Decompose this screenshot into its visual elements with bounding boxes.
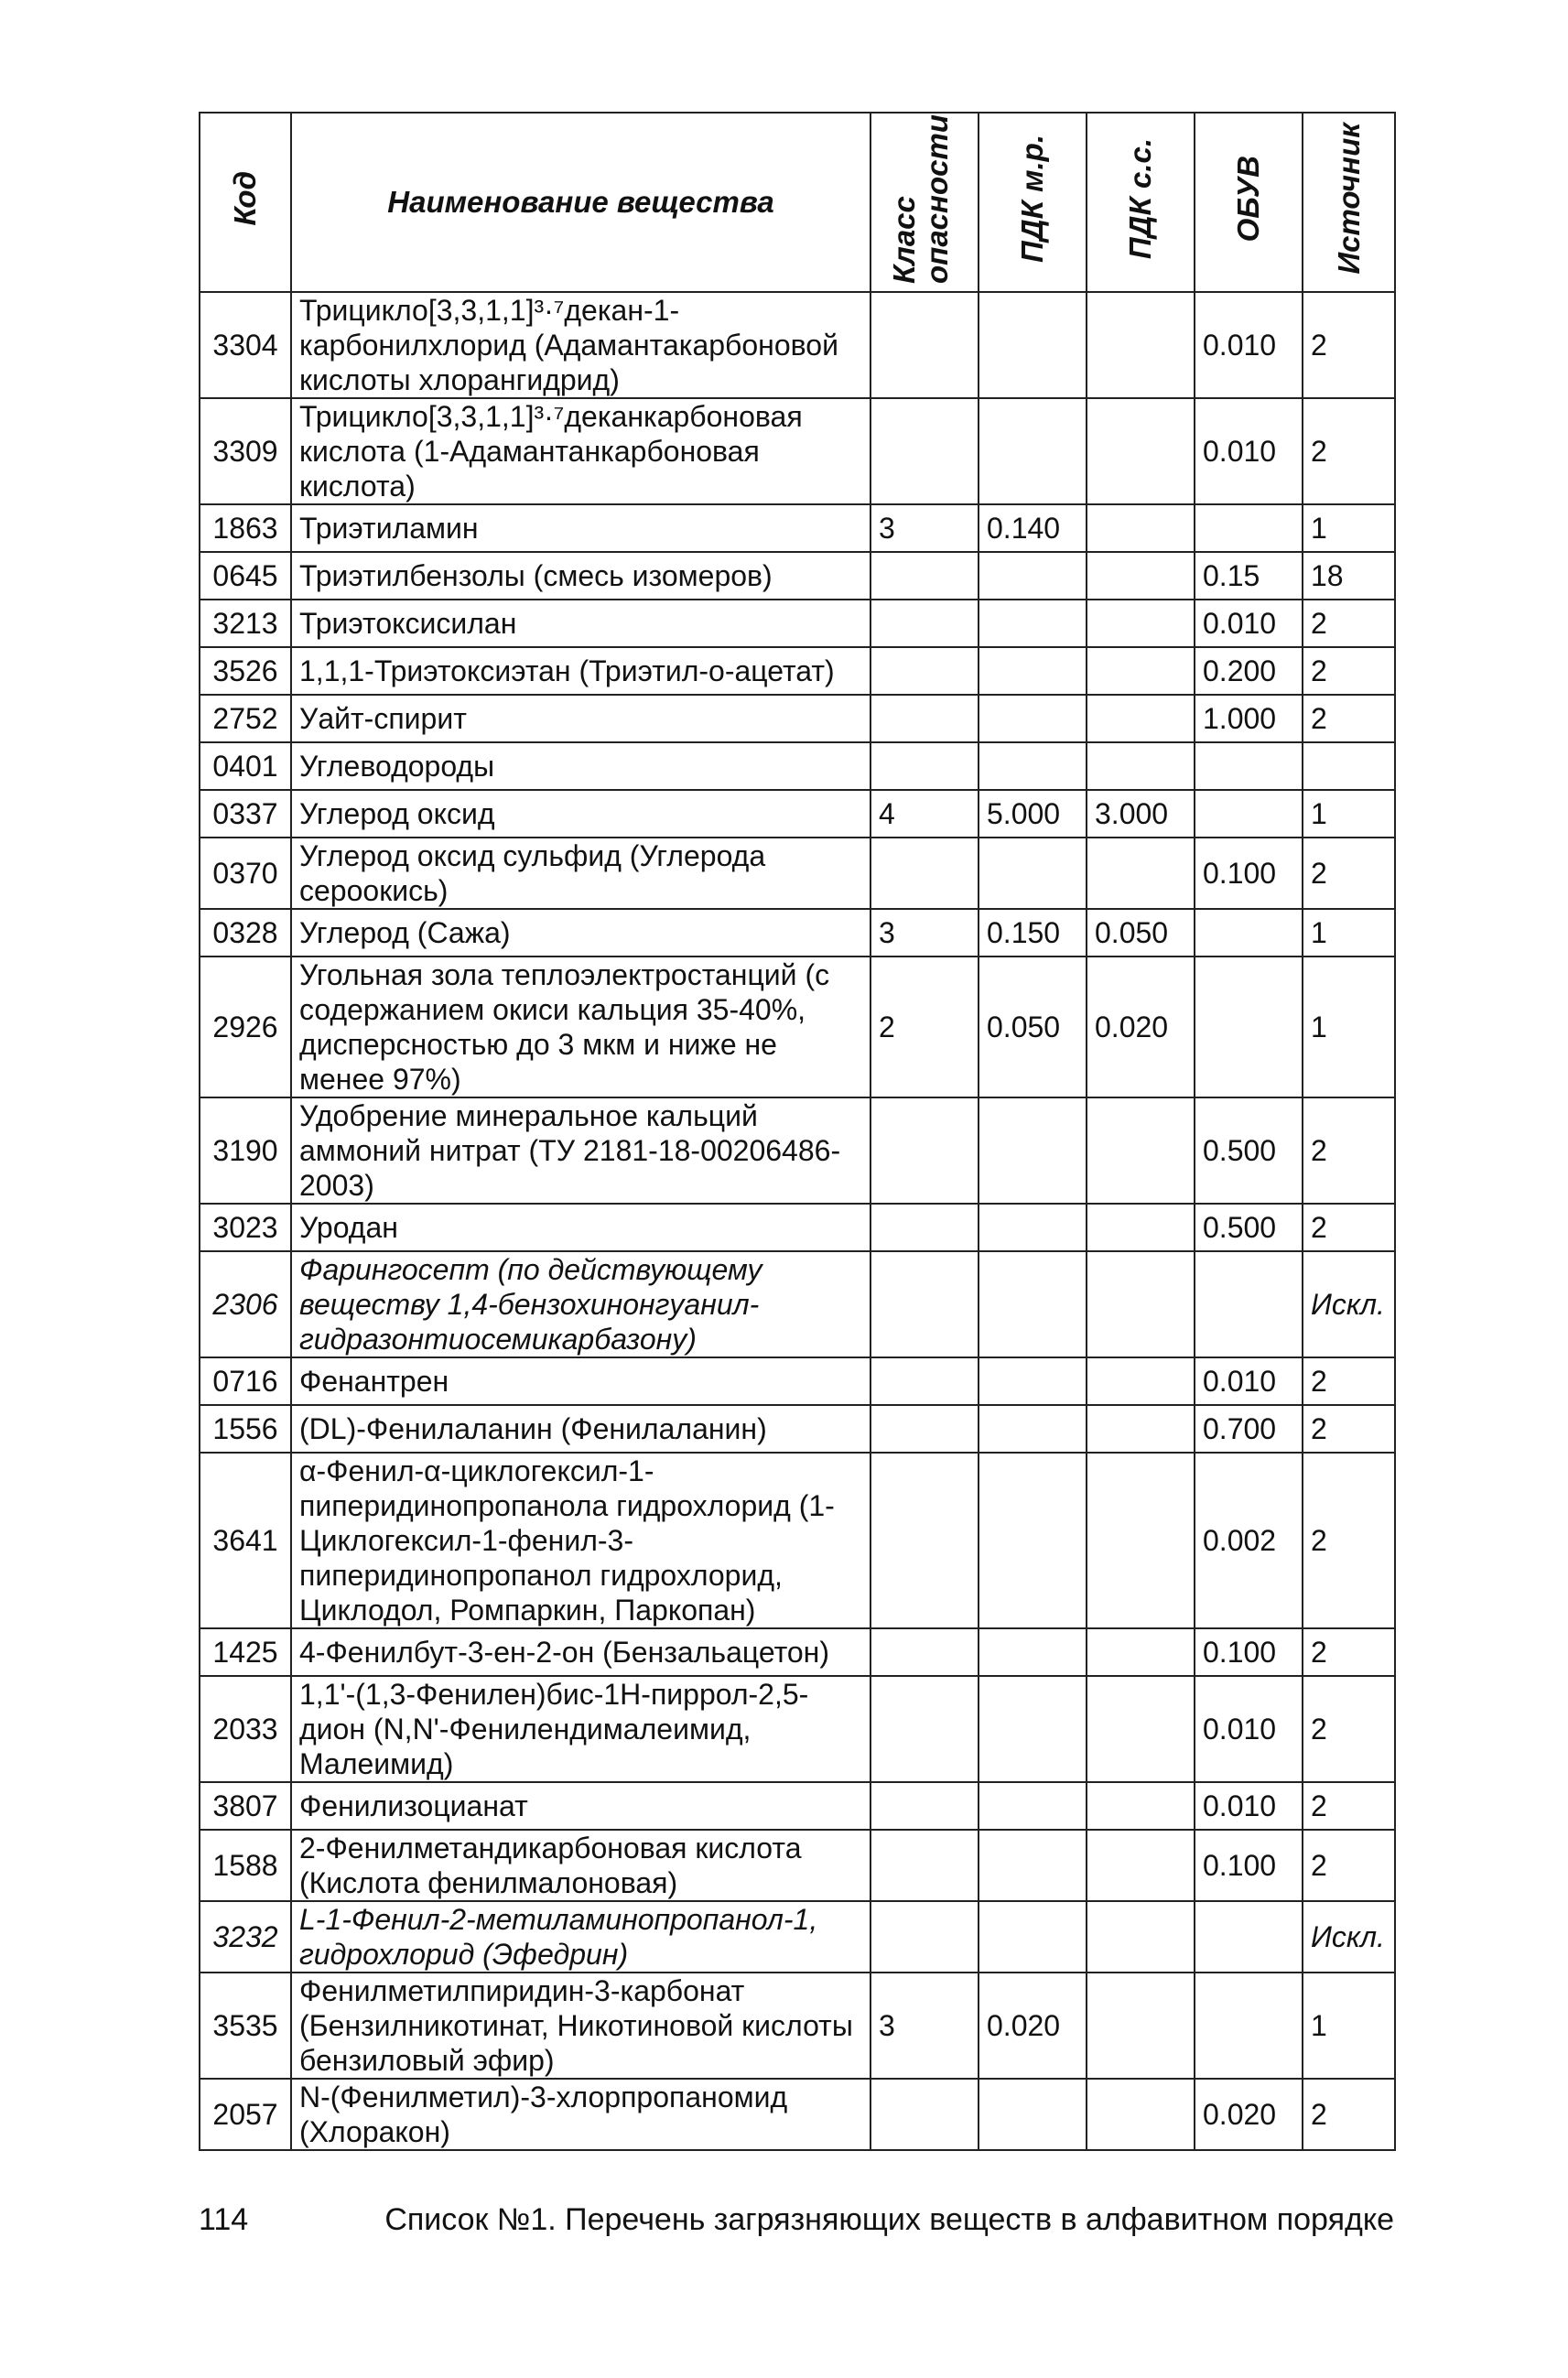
header-source-label: Источник (1331, 123, 1366, 275)
cell-pdk-ss (1087, 1204, 1195, 1251)
cell-source: 2 (1303, 695, 1395, 742)
cell-pdk-ss (1087, 695, 1195, 742)
cell-obuv (1195, 742, 1303, 790)
cell-hazard-class (871, 647, 979, 695)
cell-obuv: 0.010 (1195, 1357, 1303, 1405)
cell-pdk-mr: 5.000 (979, 790, 1087, 838)
cell-source: 2 (1303, 1830, 1395, 1901)
cell-name: Углерод оксид (291, 790, 871, 838)
cell-hazard-class (871, 1453, 979, 1628)
table-row (200, 1357, 1395, 1405)
cell-code: 3641 (200, 1453, 291, 1628)
cell-code: 1425 (200, 1628, 291, 1676)
cell-hazard-class (871, 1782, 979, 1830)
cell-obuv (1195, 1973, 1303, 2079)
cell-source: 2 (1303, 1453, 1395, 1628)
cell-pdk-ss (1087, 1901, 1195, 1973)
cell-pdk-mr (979, 742, 1087, 790)
cell-pdk-mr: 0.150 (979, 909, 1087, 957)
cell-pdk-ss (1087, 292, 1195, 398)
table-row (200, 909, 1395, 957)
cell-pdk-mr (979, 1782, 1087, 1830)
cell-pdk-ss (1087, 838, 1195, 909)
table-row (200, 1251, 1395, 1357)
table-row (200, 600, 1395, 647)
cell-obuv: 0.100 (1195, 1830, 1303, 1901)
cell-hazard-class (871, 742, 979, 790)
header-pdk-mr-label: ПДК м.р. (1015, 135, 1049, 263)
cell-obuv: 0.100 (1195, 1628, 1303, 1676)
cell-obuv: 0.010 (1195, 398, 1303, 504)
cell-code: 0716 (200, 1357, 291, 1405)
table-row (200, 1676, 1395, 1782)
cell-hazard-class (871, 1097, 979, 1204)
cell-pdk-mr (979, 1453, 1087, 1628)
cell-name: Триэтилбензолы (смесь изомеров) (291, 552, 871, 600)
cell-pdk-mr: 0.050 (979, 957, 1087, 1097)
cell-hazard-class (871, 838, 979, 909)
cell-pdk-ss: 3.000 (1087, 790, 1195, 838)
cell-name: Углерод оксид сульфид (Углерода сероокись) (291, 838, 871, 909)
cell-pdk-mr (979, 1676, 1087, 1782)
cell-code: 2033 (200, 1676, 291, 1782)
cell-pdk-ss (1087, 1097, 1195, 1204)
cell-hazard-class (871, 1676, 979, 1782)
cell-pdk-mr (979, 292, 1087, 398)
cell-code: 1588 (200, 1830, 291, 1901)
table-row (200, 1453, 1395, 1628)
cell-pdk-mr: 0.140 (979, 504, 1087, 552)
cell-hazard-class (871, 2079, 979, 2150)
cell-name: Фенилметилпиридин-3-карбонат (Бензилникотинат, Никотиновой кислоты бензиловый эфир) (291, 1973, 871, 2079)
cell-obuv: 0.020 (1195, 2079, 1303, 2150)
cell-source: 2 (1303, 647, 1395, 695)
cell-name: Фенантрен (291, 1357, 871, 1405)
cell-source: Искл. (1303, 1901, 1395, 1973)
cell-pdk-ss (1087, 1453, 1195, 1628)
table-row (200, 742, 1395, 790)
cell-obuv: 0.010 (1195, 600, 1303, 647)
page-number: 114 (199, 2202, 249, 2237)
cell-obuv (1195, 504, 1303, 552)
cell-source: 1 (1303, 1973, 1395, 2079)
table-row (200, 504, 1395, 552)
footer-title: Список №1. Перечень загрязняющих веществ в алфавитном порядке (384, 2202, 1394, 2237)
cell-code: 2306 (200, 1251, 291, 1357)
table-row (200, 1830, 1395, 1901)
cell-name: Уайт-спирит (291, 695, 871, 742)
cell-code: 3213 (200, 600, 291, 647)
cell-source: 2 (1303, 1097, 1395, 1204)
cell-pdk-mr (979, 1901, 1087, 1973)
cell-hazard-class (871, 1830, 979, 1901)
cell-hazard-class: 3 (871, 1973, 979, 2079)
table-row (200, 292, 1395, 398)
header-hazard-class (871, 113, 979, 292)
cell-code: 2057 (200, 2079, 291, 2150)
cell-pdk-ss: 0.050 (1087, 909, 1195, 957)
header-source (1303, 113, 1395, 292)
cell-code: 0401 (200, 742, 291, 790)
cell-name: Уродан (291, 1204, 871, 1251)
cell-hazard-class (871, 1628, 979, 1676)
cell-name: L-1-Фенил-2-метиламинопропанол-1, гидрохлорид (Эфедрин) (291, 1901, 871, 1973)
cell-obuv (1195, 909, 1303, 957)
cell-name: 1,1,1-Триэтоксиэтан (Триэтил-о-ацетат) (291, 647, 871, 695)
cell-source: 2 (1303, 398, 1395, 504)
cell-source (1303, 742, 1395, 790)
cell-name: 1,1'-(1,3-Фенилен)бис-1Н-пиррол-2,5-дион (N,N'-Фенилендималеимид, Малеимид) (291, 1676, 871, 1782)
cell-name: Углерод (Сажа) (291, 909, 871, 957)
cell-code: 0645 (200, 552, 291, 600)
cell-code: 1863 (200, 504, 291, 552)
table-row (200, 647, 1395, 695)
cell-hazard-class (871, 552, 979, 600)
cell-name: Трицикло[3,3,1,1]³·⁷декан-1-карбонилхлорид (Адамантакарбоновой кислоты хлорангидрид) (291, 292, 871, 398)
header-obuv (1195, 113, 1303, 292)
table-row (200, 1782, 1395, 1830)
cell-source: 2 (1303, 1357, 1395, 1405)
cell-code: 3232 (200, 1901, 291, 1973)
cell-name: Трицикло[3,3,1,1]³·⁷деканкарбоновая кислота (1-Адамантанкарбоновая кислота) (291, 398, 871, 504)
header-code (200, 113, 291, 292)
cell-code: 3023 (200, 1204, 291, 1251)
cell-pdk-mr: 0.020 (979, 1973, 1087, 2079)
cell-code: 0337 (200, 790, 291, 838)
cell-code: 3535 (200, 1973, 291, 2079)
cell-hazard-class (871, 292, 979, 398)
cell-pdk-mr (979, 1251, 1087, 1357)
cell-code: 3304 (200, 292, 291, 398)
table-row (200, 1097, 1395, 1204)
cell-source: 2 (1303, 600, 1395, 647)
cell-name: Фарингосепт (по действующему веществу 1,4-бензохинонгуанил-гидразонтиосемикарбазону) (291, 1251, 871, 1357)
cell-source: 2 (1303, 1676, 1395, 1782)
cell-hazard-class (871, 1251, 979, 1357)
cell-hazard-class: 2 (871, 957, 979, 1097)
cell-pdk-mr (979, 398, 1087, 504)
table-row (200, 1628, 1395, 1676)
cell-name: Углеводороды (291, 742, 871, 790)
cell-pdk-mr (979, 1830, 1087, 1901)
cell-obuv: 0.500 (1195, 1204, 1303, 1251)
cell-name: (DL)-Фенилаланин (Фенилаланин) (291, 1405, 871, 1453)
cell-pdk-mr (979, 2079, 1087, 2150)
cell-obuv: 0.100 (1195, 838, 1303, 909)
header-name: Наименование вещества (291, 113, 871, 292)
table-row (200, 398, 1395, 504)
cell-pdk-mr (979, 1628, 1087, 1676)
table-row (200, 1901, 1395, 1973)
cell-pdk-ss (1087, 552, 1195, 600)
cell-hazard-class: 3 (871, 909, 979, 957)
cell-pdk-mr (979, 1357, 1087, 1405)
cell-pdk-mr (979, 838, 1087, 909)
cell-source: 2 (1303, 1782, 1395, 1830)
cell-source: 2 (1303, 2079, 1395, 2150)
cell-obuv (1195, 790, 1303, 838)
cell-code: 1556 (200, 1405, 291, 1453)
cell-pdk-ss (1087, 1405, 1195, 1453)
cell-pdk-mr (979, 1405, 1087, 1453)
cell-pdk-ss (1087, 1973, 1195, 2079)
cell-source: 1 (1303, 957, 1395, 1097)
cell-obuv: 0.15 (1195, 552, 1303, 600)
cell-source: Искл. (1303, 1251, 1395, 1357)
cell-obuv (1195, 1901, 1303, 1973)
header-pdk-mr (979, 113, 1087, 292)
cell-hazard-class (871, 1204, 979, 1251)
cell-pdk-ss (1087, 600, 1195, 647)
cell-source: 2 (1303, 1405, 1395, 1453)
cell-pdk-ss: 0.020 (1087, 957, 1195, 1097)
table-row (200, 2079, 1395, 2150)
header-code-label: Код (228, 171, 262, 226)
cell-code: 0328 (200, 909, 291, 957)
header-pdk-ss (1087, 113, 1195, 292)
table-row (200, 695, 1395, 742)
cell-source: 2 (1303, 292, 1395, 398)
table-row (200, 1405, 1395, 1453)
cell-obuv: 0.010 (1195, 292, 1303, 398)
cell-pdk-ss (1087, 1357, 1195, 1405)
table-row (200, 1204, 1395, 1251)
header-pdk-ss-label: ПДК с.с. (1123, 137, 1157, 260)
cell-obuv (1195, 957, 1303, 1097)
table-row (200, 957, 1395, 1097)
cell-hazard-class (871, 398, 979, 504)
cell-obuv: 0.010 (1195, 1676, 1303, 1782)
cell-hazard-class (871, 695, 979, 742)
header-obuv-label: ОБУВ (1231, 155, 1265, 243)
cell-name: Фенилизоцианат (291, 1782, 871, 1830)
cell-code: 3309 (200, 398, 291, 504)
cell-code: 3526 (200, 647, 291, 695)
substances-table (199, 112, 1396, 2151)
cell-hazard-class (871, 1405, 979, 1453)
cell-pdk-ss (1087, 742, 1195, 790)
cell-obuv: 1.000 (1195, 695, 1303, 742)
cell-name: α-Фенил-α-циклогексил-1-пиперидинопропанола гидрохлорид (1-Циклогексил-1-фенил-3-пиперидинопропанол гидрохлорид, Циклодол, Ромпаркин, Паркопан) (291, 1453, 871, 1628)
cell-pdk-mr (979, 1097, 1087, 1204)
cell-name: Угольная зола теплоэлектростанций (с содержанием окиси кальция 35-40%, дисперсностью до 3 мкм и ниже не менее 97%) (291, 957, 871, 1097)
cell-pdk-mr (979, 647, 1087, 695)
header-hazard-class-label: Класс опасности (887, 114, 954, 284)
table-row (200, 1973, 1395, 2079)
cell-obuv: 0.700 (1195, 1405, 1303, 1453)
cell-source: 2 (1303, 1628, 1395, 1676)
table-row (200, 790, 1395, 838)
cell-name: 4-Фенилбут-3-ен-2-он (Бензальацетон) (291, 1628, 871, 1676)
cell-source: 1 (1303, 504, 1395, 552)
cell-obuv: 0.500 (1195, 1097, 1303, 1204)
cell-pdk-ss (1087, 504, 1195, 552)
cell-name: N-(Фенилметил)-3-хлорпропаномид (Хлоракон) (291, 2079, 871, 2150)
cell-code: 0370 (200, 838, 291, 909)
cell-code: 3807 (200, 1782, 291, 1830)
table-header-row (200, 113, 1395, 292)
cell-pdk-mr (979, 552, 1087, 600)
cell-source: 1 (1303, 790, 1395, 838)
cell-pdk-ss (1087, 1251, 1195, 1357)
table-body (200, 292, 1395, 2150)
cell-hazard-class (871, 600, 979, 647)
cell-pdk-ss (1087, 647, 1195, 695)
cell-obuv: 0.010 (1195, 1782, 1303, 1830)
cell-obuv: 0.200 (1195, 647, 1303, 695)
cell-pdk-ss (1087, 2079, 1195, 2150)
cell-pdk-mr (979, 600, 1087, 647)
cell-hazard-class (871, 1357, 979, 1405)
cell-pdk-ss (1087, 1830, 1195, 1901)
cell-name: Триэтиламин (291, 504, 871, 552)
cell-hazard-class: 3 (871, 504, 979, 552)
cell-obuv (1195, 1251, 1303, 1357)
cell-source: 2 (1303, 838, 1395, 909)
cell-source: 1 (1303, 909, 1395, 957)
cell-pdk-ss (1087, 398, 1195, 504)
cell-pdk-ss (1087, 1628, 1195, 1676)
cell-code: 2752 (200, 695, 291, 742)
cell-pdk-ss (1087, 1782, 1195, 1830)
cell-code: 2926 (200, 957, 291, 1097)
cell-source: 2 (1303, 1204, 1395, 1251)
cell-name: Триэтоксисилан (291, 600, 871, 647)
cell-code: 3190 (200, 1097, 291, 1204)
cell-pdk-mr (979, 1204, 1087, 1251)
cell-hazard-class (871, 1901, 979, 1973)
cell-pdk-ss (1087, 1676, 1195, 1782)
cell-name: Удобрение минеральное кальций аммоний нитрат (ТУ 2181-18-00206486-2003) (291, 1097, 871, 1204)
table-row (200, 552, 1395, 600)
cell-pdk-mr (979, 695, 1087, 742)
cell-hazard-class: 4 (871, 790, 979, 838)
cell-source: 18 (1303, 552, 1395, 600)
table-row (200, 838, 1395, 909)
cell-obuv: 0.002 (1195, 1453, 1303, 1628)
cell-name: 2-Фенилметандикарбоновая кислота (Кислота фенилмалоновая) (291, 1830, 871, 1901)
